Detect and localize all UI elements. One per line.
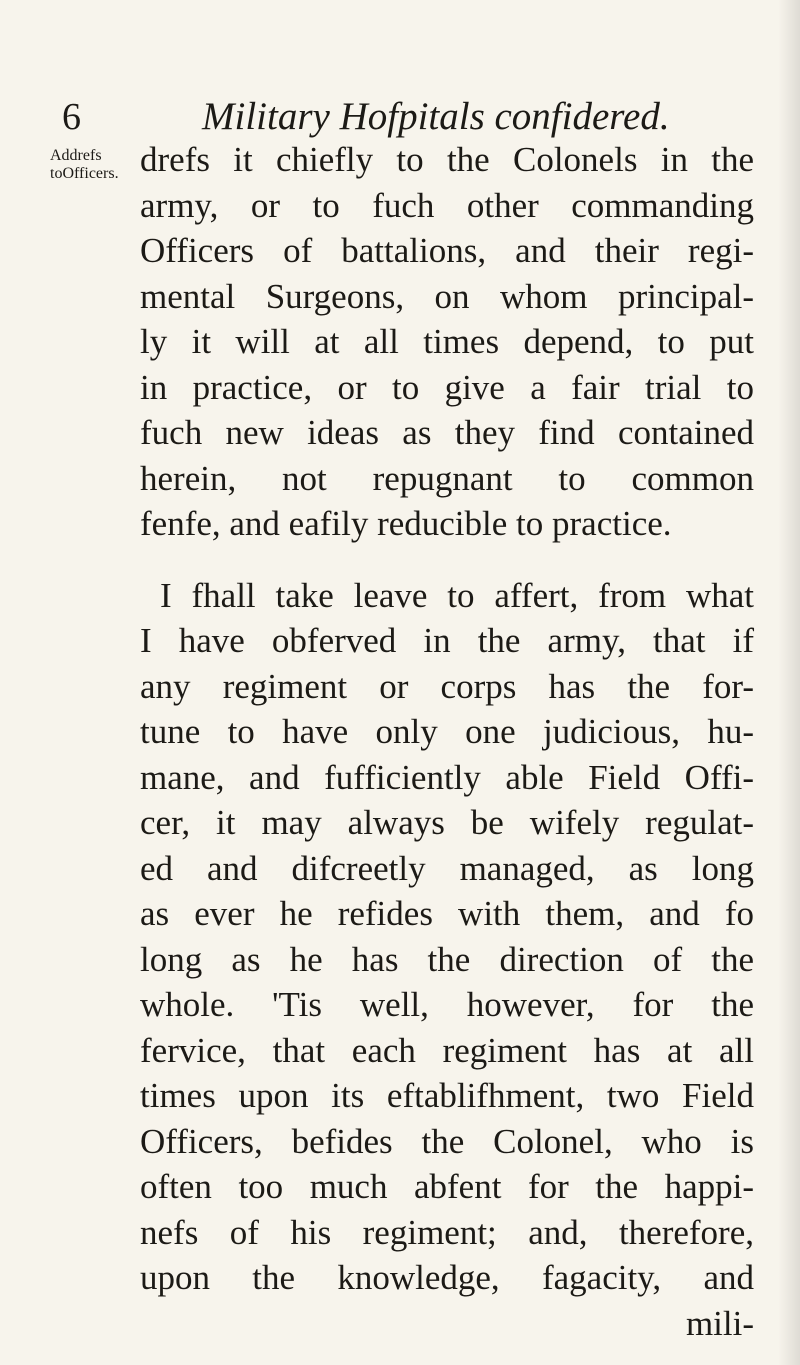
text-line: as ever he refides with them, and fo [140,894,754,933]
text-line: fuch new ideas as they find contained [140,413,754,452]
text-line: drefs it chiefly to the Colonels in the [140,140,754,179]
page-number: 6 [62,96,81,138]
text-line: mane, and fufficiently able Field Offi- [140,757,754,797]
running-head: Military Hofpitals confidered. [202,95,670,138]
paragraph-gap [140,547,754,573]
body-text [140,137,754,1346]
text-line: mental Surgeons, on whom principal- [140,276,754,316]
text-line: I fhall take leave to affert, from what [160,575,754,615]
text-line: nefs of his regiment; and, therefore, [140,1212,754,1252]
text-line: ed and difcreetly managed, as long [140,848,754,888]
text-line: upon the knowledge, fagacity, and [140,1258,754,1297]
text-line: herein, not repugnant to common [140,458,754,498]
text-line: army, or to fuch other commanding [140,185,754,225]
text-line: times upon its eftablifhment, two Field [140,1076,754,1115]
margin-note-line: toOfficers. [50,165,119,182]
catchword: mili- [685,1303,754,1343]
text-line: fervice, that each regiment has at all [140,1030,754,1070]
text-line: cer, it may always be wifely regulat- [140,803,754,842]
text-line: in practice, or to give a fair trial to [140,367,754,407]
margin-note-line: Addrefs [50,147,102,164]
text-line: Officers, befides the Colonel, who is [140,1121,754,1161]
text-line: I have obferved in the army, that if [140,621,754,660]
margin-note [50,147,140,183]
page-header [62,92,762,142]
text-line: whole. 'Tis well, however, for the [140,985,754,1024]
text-line: fenfe, and eafily reducible to practice. [140,504,672,543]
page-edge-shadow [778,0,800,1365]
text-line: often too much abfent for the happi- [140,1167,754,1206]
text-line: long as he has the direction of the [140,939,754,979]
text-line: Officers of battalions, and their regi- [140,231,754,270]
text-line: tune to have only one judicious, hu- [140,712,754,751]
text-line: ly it will at all times depend, to put [140,322,754,361]
text-line: any regiment or corps has the for- [140,666,754,706]
